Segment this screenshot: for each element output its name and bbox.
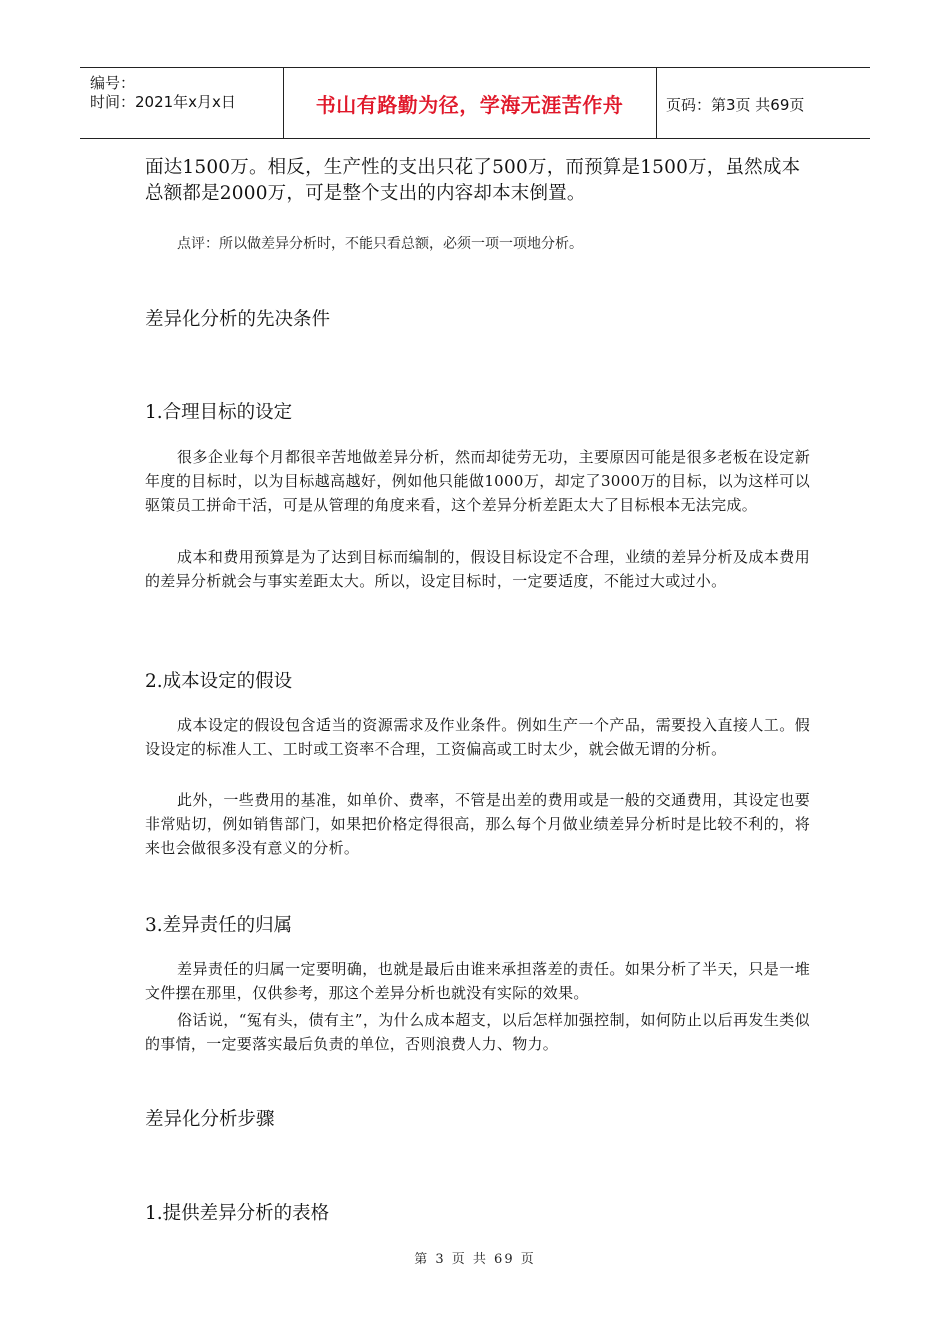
- document-body: [145, 155, 810, 1224]
- comment-paragraph: 点评：所以做差异分析时，不能只看总额，必须一项一项地分析。: [177, 236, 583, 252]
- time-label: 时间：2021年x月x日: [90, 93, 236, 111]
- header-info: [90, 74, 236, 112]
- number-label: 编号：: [90, 74, 136, 92]
- subsection-title-responsibility: 3.差异责任的归属: [145, 915, 293, 936]
- subsection-title-goal: 1.合理目标的设定: [145, 402, 293, 423]
- paragraph: 成本设定的假设包含适当的资源需求及作业条件。例如生产一个产品，需要投入直接人工。假设设定的标准人工、工时或工资率不合理，工资偏高或工时太少，就会做无谓的分析。: [145, 716, 810, 758]
- paragraph: 此外，一些费用的基准，如单价、费率，不管是出差的费用或是一般的交通费用，其设定也要非常贴切，例如销售部门，如果把价格定得很高，那么每个月做业绩差异分析时是比较不利的，将来也会做很多没有意义的分析。: [145, 791, 810, 857]
- paragraph: 差异责任的归属一定要明确，也就是最后由谁来承担落差的责任。如果分析了半天，只是一堆文件摆在那里，仅供参考，那这个差异分析也就没有实际的效果。: [145, 960, 810, 1002]
- header-divider: [656, 68, 657, 138]
- page-header: [80, 67, 870, 139]
- section-title-steps: 差异化分析步骤: [145, 1109, 275, 1130]
- subsection-title-cost-assumption: 2.成本设定的假设: [145, 671, 293, 692]
- header-motto: 书山有路勤为径，学海无涯苦作舟: [315, 92, 624, 117]
- paragraph: 很多企业每个月都很辛苦地做差异分析，然而却徒劳无功，主要原因可能是很多老板在设定新年度的目标时，以为目标越高越好，例如他只能做1000万，却定了3000万的目标，以为这样可以驱策员工拼命干活，可是从管理的角度来看，这个差异分析差距太大了目标根本无法完成。: [145, 448, 810, 514]
- section-title-prerequisites: 差异化分析的先决条件: [145, 309, 331, 330]
- subsection-title-table: 1.提供差异分析的表格: [145, 1203, 330, 1224]
- paragraph: 俗话说，“冤有头，债有主”，为什么成本超支，以后怎样加强控制，如何防止以后再发生类似的事情，一定要落实最后负责的单位，否则浪费人力、物力。: [145, 1011, 810, 1053]
- header-page-label: 页码：第3页 共69页: [666, 96, 805, 114]
- paragraph: 成本和费用预算是为了达到目标而编制的，假设目标设定不合理，业绩的差异分析及成本费用的差异分析就会与事实差距太大。所以，设定目标时，一定要适度，不能过大或过小。: [145, 548, 810, 590]
- intro-paragraph: 面达1500万。相反，生产性的支出只花了500万，而预算是1500万，虽然成本总额都是2000万，可是整个支出的内容却本末倒置。: [145, 157, 801, 204]
- page-footer: 第 3 页 共 69 页: [414, 1252, 536, 1267]
